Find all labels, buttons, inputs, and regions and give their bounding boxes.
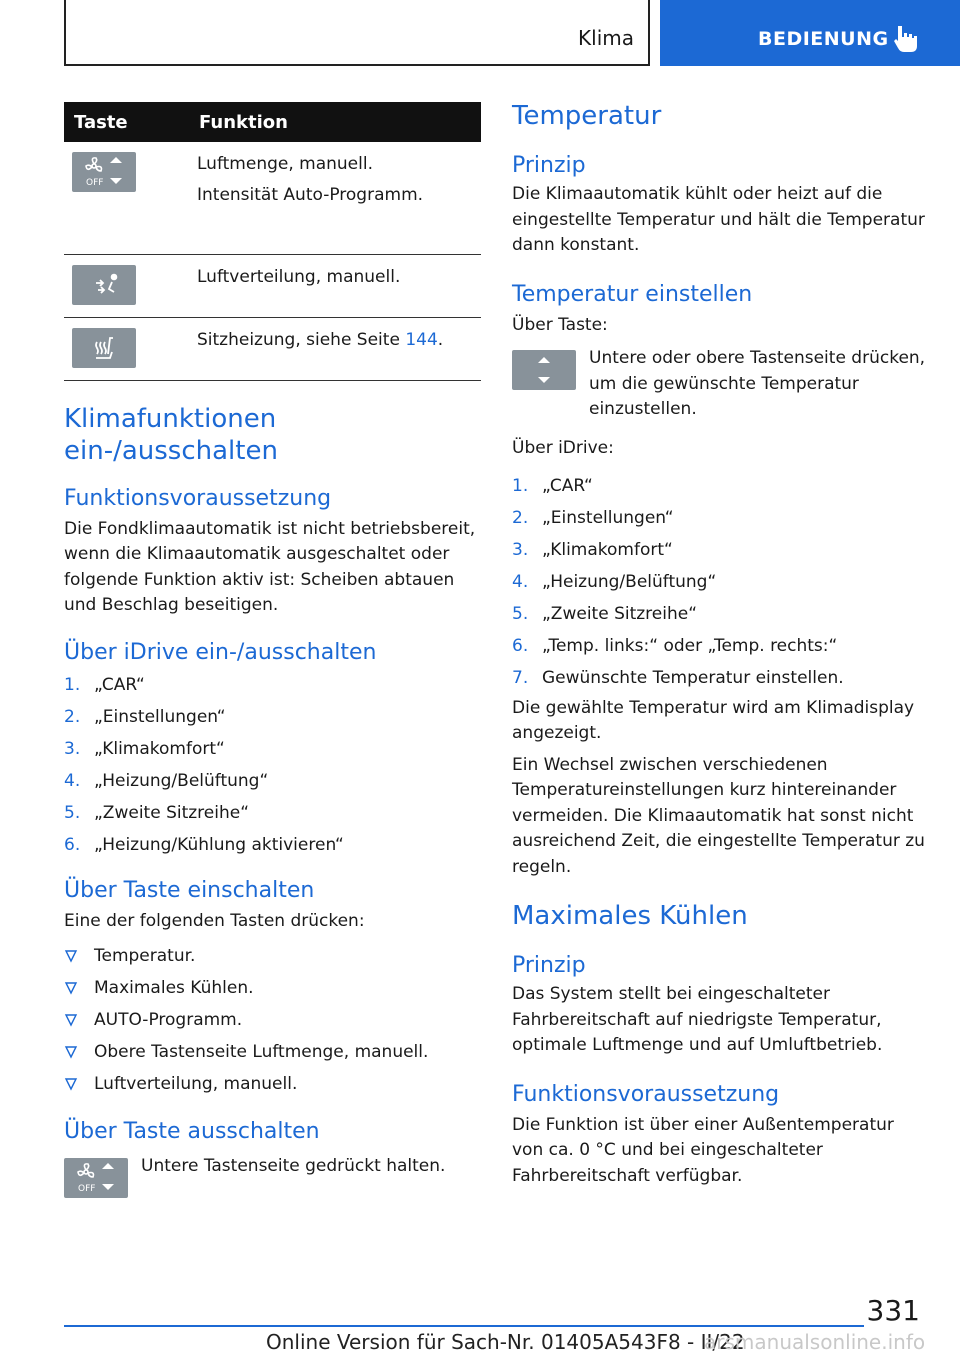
paragraph-voraussetzung-2: Die Funktion ist über einer Außentemperatur von ca. 0 °C und bei eingeschalteter Fahrbereitschaft verfügbar.	[512, 1114, 894, 1186]
page-reference-link[interactable]: 144	[405, 329, 438, 350]
triangle-bullet-icon	[64, 948, 78, 964]
temperature-key-icon	[512, 350, 576, 390]
header-section-title: Klima	[578, 26, 634, 50]
left-column	[64, 102, 481, 1204]
label-ueber-idrive: Über iDrive:	[512, 438, 614, 458]
paragraph-prinzip: Die Klimaautomatik kühlt oder heizt auf die eingestellte Temperatur und hält die Temperatur dann konstant.	[512, 184, 925, 255]
list-item: 5. „Zweite Sitzreihe“	[64, 802, 250, 823]
taste-temperatur-row	[512, 346, 930, 432]
heading-taste-ausschalten: Über Taste ausschalten	[64, 1119, 320, 1144]
list-item: 2. „Einstellungen“	[64, 706, 226, 727]
fan-off-key-icon	[72, 152, 136, 192]
taste-aus-row	[64, 1154, 481, 1204]
list-item: 1. „CAR“	[512, 475, 593, 496]
heading-funktionsvoraussetzung-2: Funktionsvoraussetzung	[512, 1081, 780, 1107]
list-item: 5. „Zweite Sitzreihe“	[512, 603, 698, 624]
table-row	[64, 254, 481, 317]
table-cell-text: Luftmenge, manuell.	[197, 154, 373, 174]
table-row	[64, 142, 481, 254]
idrive-steps-list	[64, 673, 481, 865]
list-item: 6. „Temp. links:“ oder „Temp. rechts:“	[512, 635, 838, 656]
heading-prinzip-2: Prinzip	[512, 953, 586, 978]
paragraph-anzeige: Die gewählte Temperatur wird am Klimadisplay angezeigt.	[512, 697, 915, 743]
list-item: 1. „CAR“	[64, 674, 145, 695]
paragraph-wechsel: Ein Wechsel zwischen verschiedenen Temperatureinstellungen kurz hintereinander vermeiden. Die Klimaautomatik hat sonst nicht ausreichend Zeit, die eingestellte Temperatur zu regeln.	[512, 754, 925, 877]
triangle-bullet-icon	[64, 1076, 78, 1092]
paragraph-taste-ein-intro: Eine der folgenden Tasten drücken:	[64, 910, 365, 931]
heading-taste-einschalten: Über Taste einschalten	[64, 877, 315, 903]
table-cell-text: Luftverteilung, manuell.	[197, 266, 401, 287]
list-item: 4. „Heizung/Belüftung“	[512, 571, 717, 592]
heading-idrive-ein-aus: Über iDrive ein-/ausschalten	[64, 639, 377, 665]
key-function-table	[64, 102, 481, 381]
fan-off-key-icon	[64, 1158, 128, 1198]
list-item: 7. Gewünschte Temperatur einstellen.	[512, 667, 844, 688]
table-header-funktion: Funktion	[186, 102, 481, 142]
air-distribution-key-icon	[72, 265, 136, 305]
page-number: 331	[866, 1294, 920, 1327]
header-chapter-title: BEDIENUNG	[758, 28, 889, 50]
header-chapter-tab	[660, 0, 960, 66]
pointing-hand-icon	[892, 24, 920, 54]
footer-online-version: Online Version für Sach-Nr. 01405A543F8 - II/22	[266, 1330, 745, 1354]
triangle-bullet-icon	[64, 980, 78, 996]
seat-heating-key-icon	[72, 328, 136, 368]
table-cell-text: Sitzheizung, siehe Seite	[197, 329, 406, 350]
paragraph-taste-temperatur: Untere oder obere Tastenseite drücken, um die gewünschte Temperatur einzustellen.	[589, 348, 926, 419]
list-item: 4. „Heizung/Belüftung“	[64, 770, 269, 791]
table-cell-text: Intensität Auto-Programm.	[197, 185, 424, 205]
footer-watermark: arsmanualsonline.info	[704, 1330, 926, 1354]
heading-klimafunktionen: Klimafunktionen ein-/ausschalten	[64, 403, 278, 466]
paragraph-taste-aus: Untere Tastenseite gedrückt halten.	[141, 1156, 446, 1176]
header-section-box	[64, 0, 650, 66]
list-item: 2. „Einstellungen“	[512, 507, 674, 528]
label-ueber-taste: Über Taste:	[512, 314, 608, 335]
list-item: Obere Tastenseite Luftmenge, manuell.	[64, 1040, 481, 1072]
svg-text:OFF: OFF	[78, 1184, 96, 1194]
list-item: Maximales Kühlen.	[64, 976, 481, 1008]
list-item: 3. „Klimakomfort“	[64, 738, 225, 759]
list-item: AUTO-Programm.	[64, 1008, 481, 1040]
list-item: Luftverteilung, manuell.	[64, 1072, 481, 1104]
table-header-taste: Taste	[64, 102, 186, 142]
list-item: Temperatur.	[64, 944, 481, 976]
heading-prinzip: Prinzip	[512, 153, 586, 178]
table-row: Sitzheizung, siehe Seite 144.	[64, 317, 481, 380]
right-column	[512, 100, 930, 1189]
heading-maximales-kuehlen: Maximales Kühlen	[512, 901, 748, 931]
triangle-bullet-icon	[64, 1012, 78, 1028]
list-item: 6. „Heizung/Kühlung aktivieren“	[64, 834, 344, 855]
heading-temperatur-einstellen: Temperatur einstellen	[512, 281, 753, 307]
triangle-bullet-icon	[64, 1044, 78, 1060]
heading-funktionsvoraussetzung: Funktionsvoraussetzung	[64, 485, 332, 511]
taste-ein-list	[64, 944, 481, 1104]
paragraph-voraussetzung: Die Fondklimaautomatik ist nicht betriebsbereit, wenn die Klimaautomatik ausgeschaltet oder folgende Funktion aktiv ist: Scheiben abtauen und Beschlag beseitigen.	[64, 518, 476, 615]
svg-text:OFF: OFF	[86, 178, 104, 188]
heading-temperatur: Temperatur	[512, 101, 662, 131]
paragraph-prinzip-2: Das System stellt bei eingeschalteter Fahrbereitschaft auf niedrigste Temperatur, optimale Luftmenge und auf Umluftbetrieb.	[512, 984, 883, 1055]
temperatur-idrive-steps-list	[512, 474, 930, 698]
footer-divider	[64, 1325, 864, 1327]
list-item: 3. „Klimakomfort“	[512, 539, 673, 560]
